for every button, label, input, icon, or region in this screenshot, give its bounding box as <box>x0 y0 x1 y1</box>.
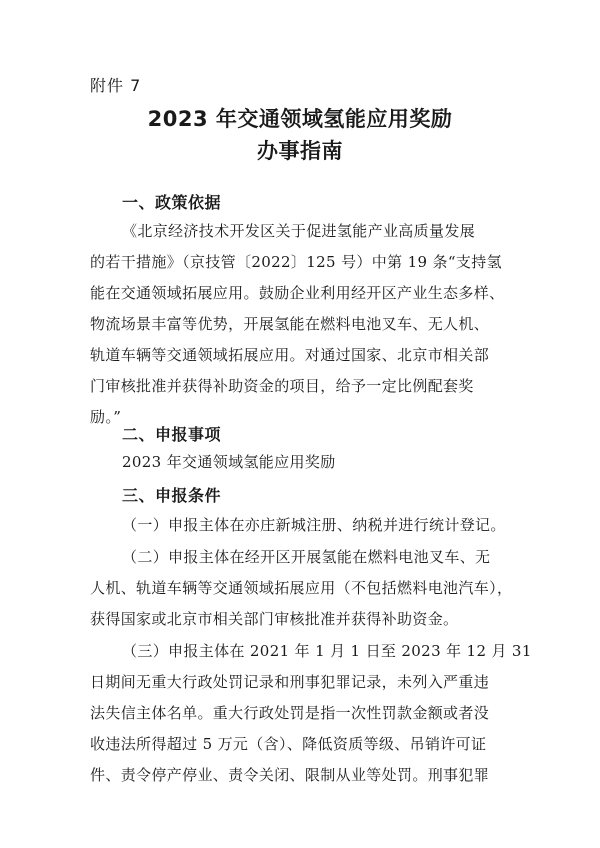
paragraph-line: 轨道车辆等交通领域拓展应用。对通过国家、北京市相关部 <box>90 346 490 364</box>
section-heading-application-conditions: 三、申报条件 <box>122 486 222 505</box>
document-title-line-1: 2023 年交通领域氢能应用奖励 <box>147 107 453 131</box>
paragraph-line: 《北京经济技术开发区关于促进氢能产业高质量发展 <box>122 222 476 240</box>
paragraph-line: 件、责令停产停业、责令关闭、限制从业等处罚。刑事犯罪 <box>90 766 490 784</box>
paragraph-line: 门审核批准并获得补助资金的项目，给予一定比例配套奖 <box>90 377 474 395</box>
paragraph-line: 能在交通领域拓展应用。鼓励企业利用经开区产业生态多样、 <box>90 284 505 302</box>
paragraph-line: （二）申报主体在经开区开展氢能在燃料电池叉车、无 <box>122 548 491 566</box>
paragraph-line: 日期间无重大行政处罚记录和刑事犯罪记录，未列入严重违 <box>90 673 490 691</box>
paragraph-line: 法失信主体名单。重大行政处罚是指一次性罚款金额或者没 <box>90 704 490 722</box>
paragraph-line: 人机、轨道车辆等交通领域拓展应用（不包括燃料电池汽车）， <box>90 579 513 597</box>
section-heading-policy-basis: 一、政策依据 <box>122 193 222 212</box>
paragraph-line: 物流场景丰富等优势，开展氢能在燃料电池叉车、无人机、 <box>90 315 490 333</box>
paragraph-line: 励。” <box>90 408 122 426</box>
document-title-line-2: 办事指南 <box>257 139 343 163</box>
attachment-label: 附件 7 <box>90 76 142 95</box>
paragraph-line: 2023 年交通领域氢能应用奖励 <box>122 453 336 471</box>
paragraph-line: （三）申报主体在 2021 年 1 月 1 日至 2023 年 12 月 31 <box>122 642 532 660</box>
paragraph-line: 获得国家或北京市相关部门审核批准并获得补助资金。 <box>90 610 459 628</box>
paragraph-line: 的若干措施》（京技管〔2022〕125 号）中第 19 条“支持氢 <box>90 253 502 271</box>
paragraph-line: （一）申报主体在亦庄新城注册、纳税并进行统计登记。 <box>122 516 506 534</box>
paragraph-line: 收违法所得超过 5 万元（含）、降低资质等级、吊销许可证 <box>90 735 487 753</box>
section-heading-application-item: 二、申报事项 <box>122 425 222 444</box>
